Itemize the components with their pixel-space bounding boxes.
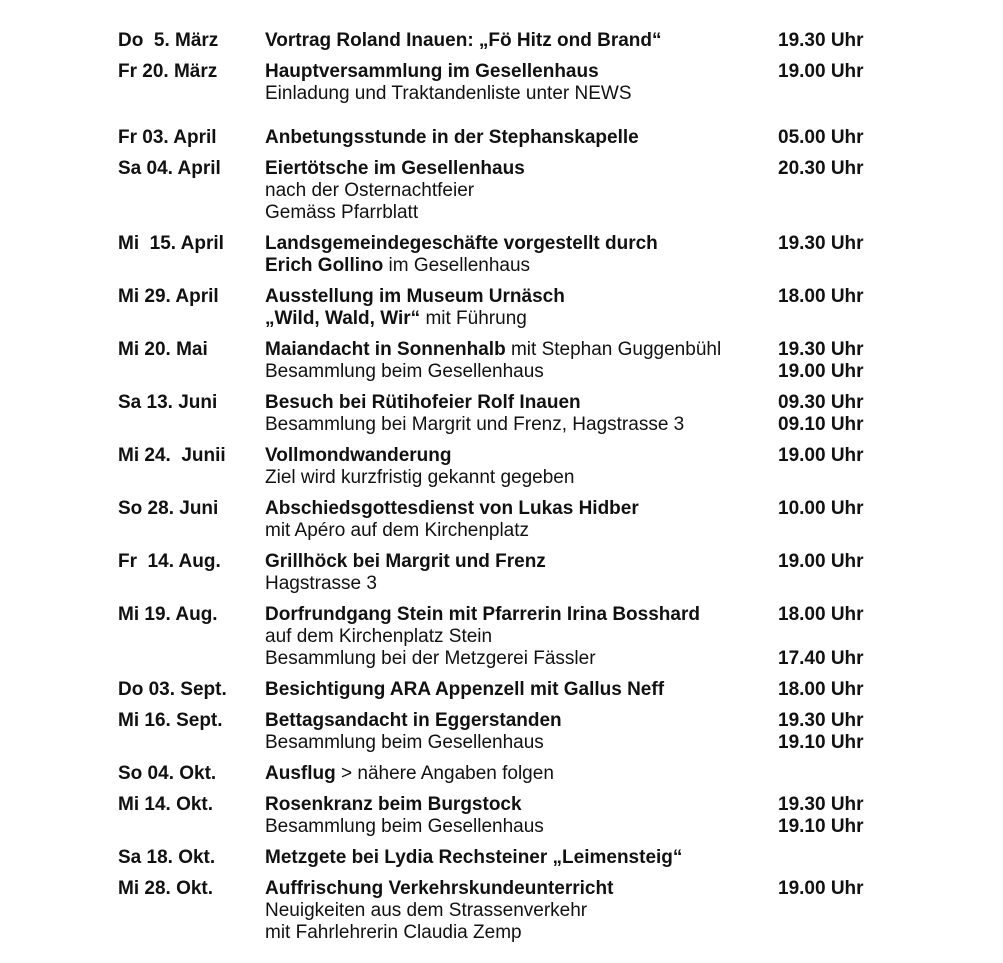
schedule-line (118, 710, 1003, 732)
schedule-line (118, 83, 1003, 105)
event-description (265, 520, 778, 542)
schedule-event (118, 445, 1003, 489)
description-text-bold: Rosenkranz beim Burgstock (265, 794, 522, 815)
event-date: Mi 16. Sept. (118, 710, 223, 731)
schedule-line (118, 30, 1003, 52)
description-text-bold: Besuch bei Rütihofeier Rolf Inauen (265, 392, 581, 413)
event-time: 18.00 Uhr (778, 604, 864, 625)
event-description (265, 467, 778, 489)
description-text-bold: Vollmondwanderung (265, 445, 452, 466)
event-description (265, 202, 778, 224)
schedule-line (118, 878, 1003, 900)
event-description (265, 498, 778, 520)
event-date: So 04. Okt. (118, 763, 217, 784)
description-text: auf dem Kirchenplatz Stein (265, 626, 493, 647)
event-time: 19.00 Uhr (778, 551, 864, 572)
description-text: Einladung und Traktandenliste unter NEWS (265, 83, 632, 104)
event-date: Sa 13. Juni (118, 392, 218, 413)
schedule-event (118, 794, 1003, 838)
event-date: Sa 04. April (118, 158, 221, 179)
description-text-bold: Maiandacht in Sonnenhalb (265, 339, 506, 360)
description-text: Besammlung bei der Metzgerei Fässler (265, 648, 596, 669)
description-text: nach der Osternachtfeier (265, 180, 475, 201)
event-date: Mi 24. Junii (118, 445, 226, 466)
description-text: Gemäss Pfarrblatt (265, 202, 419, 223)
event-date: Mi 14. Okt. (118, 794, 214, 815)
schedule-line (118, 498, 1003, 520)
event-time: 18.00 Uhr (778, 286, 864, 307)
event-description (265, 922, 778, 944)
event-date: Do 5. März (118, 30, 219, 51)
schedule-line (118, 573, 1003, 595)
event-time: 19.00 Uhr (778, 61, 864, 82)
description-text-bold: Landsgemeindegeschäfte vorgestellt durch (265, 233, 658, 254)
schedule-line (118, 180, 1003, 202)
event-date: Fr 03. April (118, 127, 217, 148)
event-time: 19.30 Uhr (778, 339, 864, 360)
event-description (265, 604, 778, 626)
event-time: 05.00 Uhr (778, 127, 864, 148)
event-date: Mi 29. April (118, 286, 219, 307)
description-text: mit Stephan Guggenbühl (505, 339, 722, 360)
schedule-line (118, 679, 1003, 701)
schedule-line (118, 158, 1003, 180)
event-description (265, 286, 778, 308)
event-date: Mi 15. April (118, 233, 224, 254)
schedule-event (118, 61, 1003, 105)
schedule-line (118, 339, 1003, 361)
event-time: 19.10 Uhr (778, 732, 864, 753)
event-description (265, 180, 778, 202)
event-time: 19.30 Uhr (778, 30, 864, 51)
description-text-bold: Ausstellung im Museum Urnäsch (265, 286, 565, 307)
event-date: Mi 20. Mai (118, 339, 208, 360)
event-description (265, 626, 778, 648)
schedule-line (118, 732, 1003, 754)
schedule-line (118, 794, 1003, 816)
description-text: Hagstrasse 3 (265, 573, 377, 594)
event-description (265, 30, 778, 52)
description-text-bold: Ausflug (265, 763, 336, 784)
description-text-bold: Bettagsandacht in Eggerstanden (265, 710, 562, 731)
description-text: Ziel wird kurzfristig gekannt gegeben (265, 467, 575, 488)
event-time: 19.10 Uhr (778, 816, 864, 837)
description-text-bold: Erich Gollino (265, 255, 384, 276)
event-description (265, 83, 778, 105)
schedule-line (118, 816, 1003, 838)
event-time: 19.00 Uhr (778, 445, 864, 466)
schedule-line (118, 520, 1003, 542)
schedule-line (118, 392, 1003, 414)
event-time: 09.30 Uhr (778, 392, 864, 413)
schedule-line (118, 847, 1003, 869)
event-description (265, 847, 778, 869)
schedule-line (118, 900, 1003, 922)
event-description (265, 233, 778, 255)
schedule-event (118, 498, 1003, 542)
event-description (265, 255, 778, 277)
event-time: 19.30 Uhr (778, 710, 864, 731)
event-date: Fr 14. Aug. (118, 551, 221, 572)
schedule-line (118, 763, 1003, 785)
description-text: mit Apéro auf dem Kirchenplatz (265, 520, 530, 541)
schedule-line (118, 308, 1003, 330)
event-description (265, 551, 778, 573)
schedule-event (118, 233, 1003, 277)
description-text: mit Führung (420, 308, 527, 329)
schedule-event (118, 392, 1003, 436)
description-text-bold: Besichtigung ARA Appenzell mit Gallus Neff (265, 679, 665, 700)
description-text: Besammlung beim Gesellenhaus (265, 732, 544, 753)
description-text-bold: Anbetungsstunde in der Stephanskapelle (265, 127, 639, 148)
schedule-line (118, 255, 1003, 277)
event-description (265, 763, 778, 785)
event-description (265, 816, 778, 838)
schedule-event (118, 30, 1003, 52)
event-date: Mi 28. Okt. (118, 878, 214, 899)
description-text-bold: Dorfrundgang Stein mit Pfarrerin Irina Bosshard (265, 604, 700, 625)
description-text-bold: Vortrag Roland Inauen: „Fö Hitz ond Brand“ (265, 30, 662, 51)
description-text: Besammlung beim Gesellenhaus (265, 816, 544, 837)
schedule-line (118, 445, 1003, 467)
event-description (265, 794, 778, 816)
description-text: Besammlung bei Margrit und Frenz, Hagstrasse 3 (265, 414, 685, 435)
schedule-event (118, 127, 1003, 149)
event-time: 18.00 Uhr (778, 679, 864, 700)
schedule-event (118, 878, 1003, 944)
event-date: So 28. Juni (118, 498, 219, 519)
event-description (265, 878, 778, 900)
event-time: 19.30 Uhr (778, 233, 864, 254)
schedule-line (118, 361, 1003, 383)
event-date: Mi 19. Aug. (118, 604, 218, 625)
schedule-line (118, 467, 1003, 489)
description-text: Besammlung beim Gesellenhaus (265, 361, 544, 382)
description-text-bold: Grillhöck bei Margrit und Frenz (265, 551, 546, 572)
schedule-line (118, 202, 1003, 224)
schedule-line (118, 286, 1003, 308)
event-time: 17.40 Uhr (778, 648, 864, 669)
event-description (265, 900, 778, 922)
schedule-line (118, 922, 1003, 944)
schedule-event (118, 604, 1003, 670)
schedule-line (118, 127, 1003, 149)
schedule-event (118, 763, 1003, 785)
event-description (265, 679, 778, 701)
event-time: 19.00 Uhr (778, 361, 864, 382)
schedule-line (118, 648, 1003, 670)
schedule-event (118, 551, 1003, 595)
description-text: mit Fahrlehrerin Claudia Zemp (265, 922, 522, 943)
event-date: Fr 20. März (118, 61, 218, 82)
event-description (265, 361, 778, 383)
description-text-bold: Metzgete bei Lydia Rechsteiner „Leimensteig“ (265, 847, 683, 868)
event-description (265, 308, 778, 330)
schedule-line (118, 61, 1003, 83)
schedule-event (118, 286, 1003, 330)
event-description (265, 445, 778, 467)
schedule-event (118, 847, 1003, 869)
event-description (265, 414, 778, 436)
event-time: 19.00 Uhr (778, 878, 864, 899)
description-text: > nähere Angaben folgen (335, 763, 554, 784)
event-time: 09.10 Uhr (778, 414, 864, 435)
event-description (265, 61, 778, 83)
event-description (265, 127, 778, 149)
description-text-bold: Hauptversammlung im Gesellenhaus (265, 61, 599, 82)
schedule-event (118, 158, 1003, 224)
schedule-event (118, 710, 1003, 754)
event-description (265, 392, 778, 414)
event-description (265, 339, 778, 361)
description-text: Neuigkeiten aus dem Strassenverkehr (265, 900, 588, 921)
event-description (265, 732, 778, 754)
description-text-bold: Eiertötsche im Gesellenhaus (265, 158, 525, 179)
description-text-bold: „Wild, Wald, Wir“ (265, 308, 421, 329)
description-text-bold: Abschiedsgottesdienst von Lukas Hidber (265, 498, 639, 519)
event-description (265, 710, 778, 732)
schedule-line (118, 604, 1003, 626)
schedule-line (118, 414, 1003, 436)
description-text: im Gesellenhaus (383, 255, 531, 276)
event-description (265, 158, 778, 180)
schedule-line (118, 626, 1003, 648)
schedule-line (118, 233, 1003, 255)
event-date: Sa 18. Okt. (118, 847, 216, 868)
event-date: Do 03. Sept. (118, 679, 227, 700)
description-text-bold: Auffrischung Verkehrskundeunterricht (265, 878, 614, 899)
schedule-event (118, 339, 1003, 383)
event-time: 20.30 Uhr (778, 158, 864, 179)
event-time: 10.00 Uhr (778, 498, 864, 519)
event-description (265, 648, 778, 670)
schedule-event (118, 679, 1003, 701)
schedule-line (118, 551, 1003, 573)
event-description (265, 573, 778, 595)
event-time: 19.30 Uhr (778, 794, 864, 815)
